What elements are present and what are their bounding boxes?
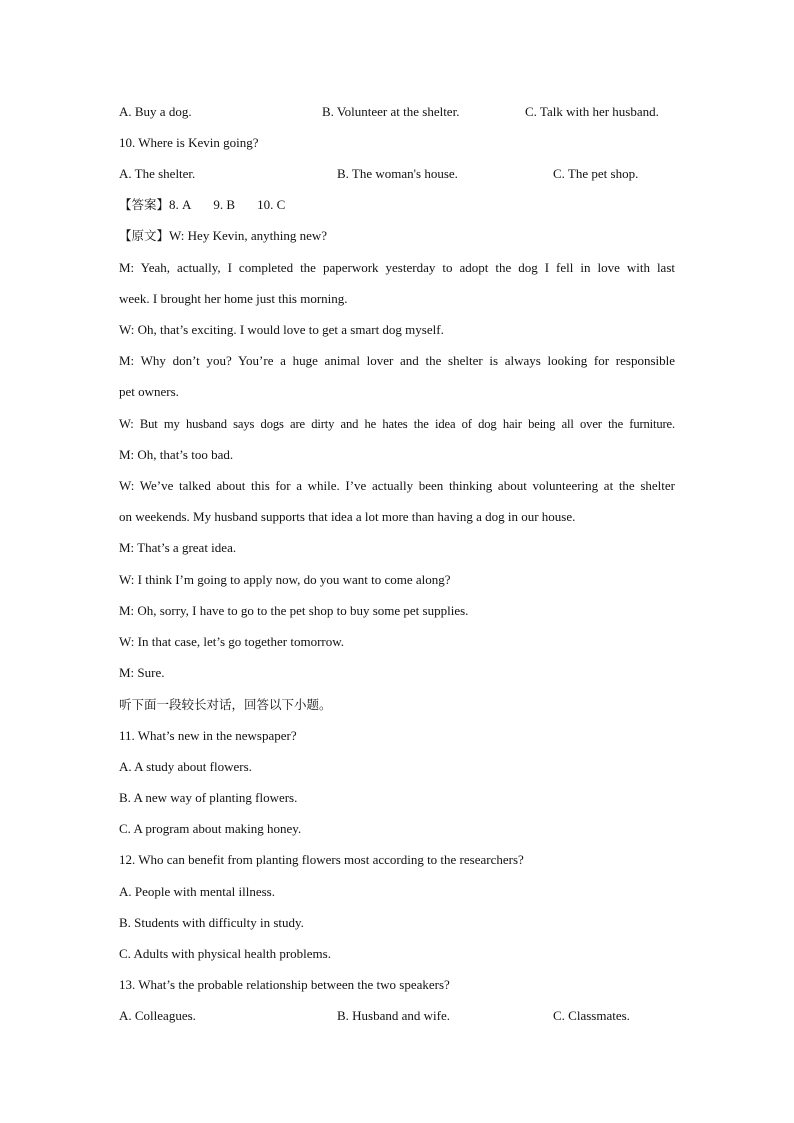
transcript-line: M: That’s a great idea. — [119, 540, 237, 555]
q11-question: 11. What’s new in the newspaper? — [119, 728, 297, 743]
q12-option-c: C. Adults with physical health problems. — [119, 946, 331, 961]
transcript-line: M: Oh, that’s too bad. — [119, 447, 234, 462]
q13-question: 13. What’s the probable relationship between the two speakers? — [119, 977, 450, 992]
q10-option-c: C. The pet shop. — [553, 166, 639, 181]
q12-option-b: B. Students with difficulty in study. — [119, 915, 304, 930]
q13-option-a: A. Colleagues. — [119, 1008, 196, 1023]
q10-option-a: A. The shelter. — [119, 166, 196, 181]
transcript-line: W: I think I’m going to apply now, do you want to come along? — [119, 572, 451, 587]
answer-item: 9. B — [213, 197, 236, 212]
section-instruction: 听下面一段较长对话，回答以下小题。 — [119, 697, 332, 712]
q10-question: 10. Where is Kevin going? — [119, 135, 259, 150]
q9-option-b: B. Volunteer at the shelter. — [322, 104, 460, 119]
transcript-label: 【原文】 — [119, 228, 170, 243]
transcript-line: week. I brought her home just this morning. — [119, 291, 348, 306]
transcript-line: M: Oh, sorry, I have to go to the pet shop to buy some pet supplies. — [119, 603, 469, 618]
transcript-first-line — [119, 228, 675, 244]
q12-question: 12. Who can benefit from planting flowers most according to the researchers? — [119, 852, 524, 867]
answer-item: 10. C — [257, 197, 286, 212]
answer-item: 8. A — [169, 197, 192, 212]
transcript-line: W: Oh, that’s exciting. I would love to get a smart dog myself. — [119, 322, 444, 337]
transcript-line: W: Hey Kevin, anything new? — [169, 228, 328, 243]
q13-option-b: B. Husband and wife. — [337, 1008, 451, 1023]
q9-option-c: C. Talk with her husband. — [525, 104, 659, 119]
q9-option-a: A. Buy a dog. — [119, 104, 192, 119]
q11-option-b: B. A new way of planting flowers. — [119, 790, 298, 805]
q11-option-a: A. A study about flowers. — [119, 759, 252, 774]
q10-option-b: B. The woman's house. — [337, 166, 458, 181]
q13-option-c: C. Classmates. — [553, 1008, 630, 1023]
answer-label: 【答案】 — [119, 197, 170, 212]
transcript-line: on weekends. My husband supports that idea a lot more than having a dog in our house. — [119, 509, 576, 524]
transcript-line: M: Yeah, actually, I completed the paperwork yesterday to adopt the dog I fell in love with last — [119, 260, 675, 275]
q11-option-c: C. A program about making honey. — [119, 821, 302, 836]
transcript-line: W: We’ve talked about this for a while. I’ve actually been thinking about volunteering at the shelter — [119, 478, 675, 493]
transcript-line: pet owners. — [119, 384, 179, 399]
transcript-line: W: In that case, let’s go together tomorrow. — [119, 634, 345, 649]
transcript-line: W: But my husband says dogs are dirty and he hates the idea of dog hair being all over the furniture. — [119, 417, 675, 431]
transcript-line: M: Sure. — [119, 665, 165, 680]
transcript-line: M: Why don’t you? You’re a huge animal lover and the shelter is always looking for responsible — [119, 353, 675, 368]
q12-option-a: A. People with mental illness. — [119, 884, 275, 899]
answer-line — [119, 197, 675, 213]
